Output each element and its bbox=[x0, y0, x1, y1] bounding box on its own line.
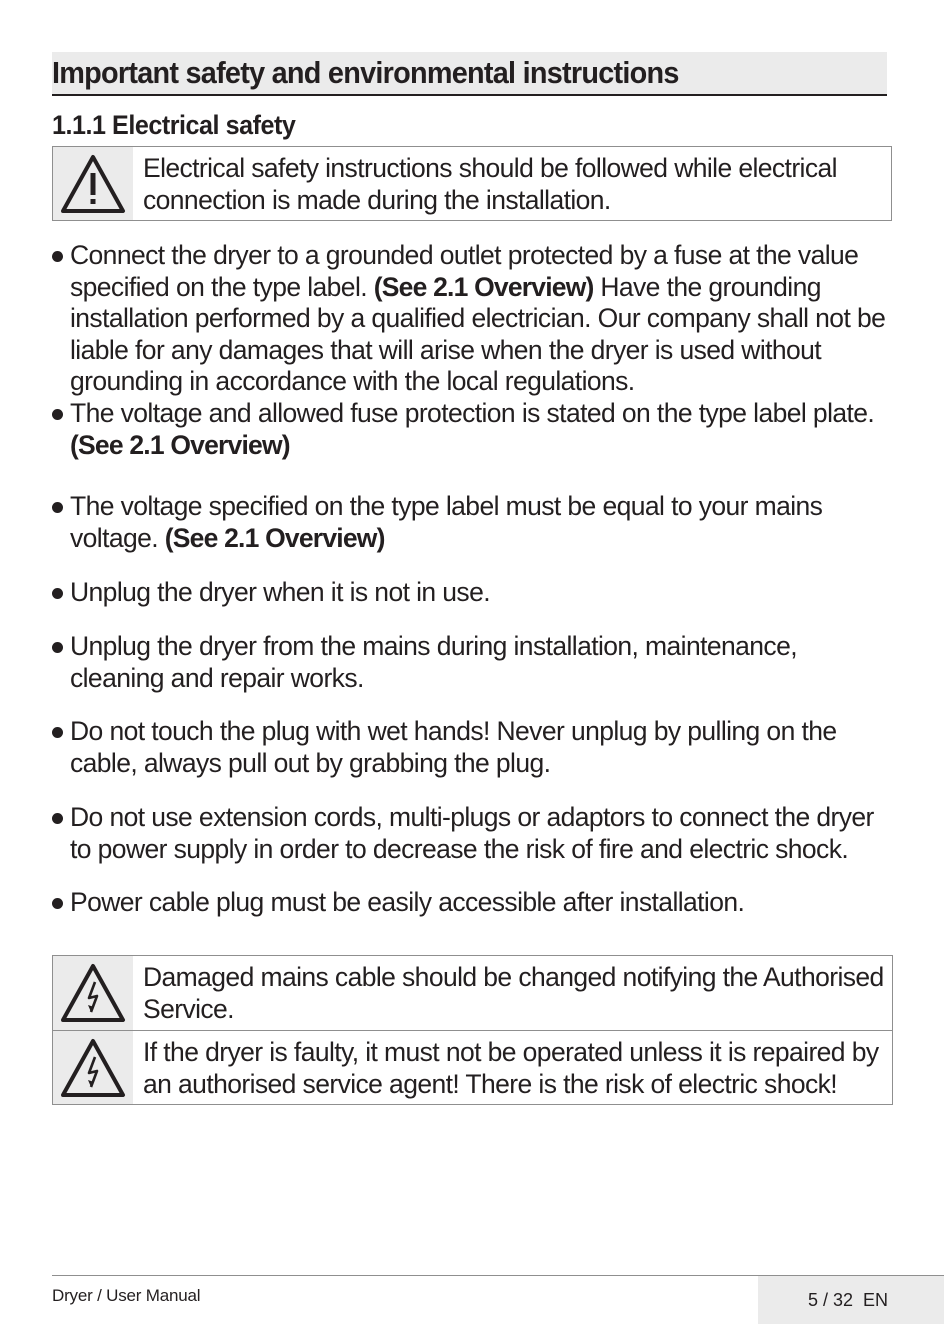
bullet-text: The voltage and allowed fuse protection is stated on the type label plate. bbox=[70, 398, 875, 428]
warning-icon-cell bbox=[53, 147, 133, 220]
general-warning-label: Electrical safety instructions should be followed while electrical connection is made during the installation. bbox=[143, 153, 837, 215]
bullet-item bbox=[52, 398, 892, 461]
faulty-dryer-warning-box bbox=[53, 1030, 892, 1104]
bullet-dot bbox=[52, 409, 63, 420]
bullet-item bbox=[52, 802, 892, 865]
bullet-dot bbox=[52, 727, 63, 738]
bullet-dot bbox=[52, 898, 63, 909]
bullet-text: Do not touch the plug with wet hands! Never unplug by pulling on the cable, always pull out by grabbing the plug. bbox=[70, 716, 837, 778]
bullet-item bbox=[52, 577, 892, 609]
electric-shock-warning-icon bbox=[59, 1037, 127, 1099]
bullet-item bbox=[52, 491, 892, 554]
bullet-text: Power cable plug must be easily accessible after installation. bbox=[70, 887, 745, 917]
page-title: Important safety and environmental instructions bbox=[52, 55, 679, 90]
bullet-dot bbox=[52, 813, 63, 824]
bullet-text: Have the grounding installation performed by a qualified electrician. Our company shall not be liable for any damages that will arise when the dryer is used without grounding in accordance with the local regulations. bbox=[70, 271, 886, 396]
page-title-bar bbox=[52, 52, 887, 96]
exclamation-warning-icon bbox=[59, 153, 127, 215]
page-number: 5 / 32 bbox=[808, 1289, 854, 1310]
general-warning-box bbox=[52, 146, 892, 221]
bullet-text: Unplug the dryer from the mains during installation, maintenance, cleaning and repair works. bbox=[70, 631, 797, 693]
footer-page-info bbox=[758, 1276, 944, 1324]
bullet-dot bbox=[52, 251, 63, 262]
bullet-dot bbox=[52, 502, 63, 513]
general-warning-text bbox=[133, 147, 891, 220]
damaged-cable-warning-text bbox=[133, 956, 892, 1030]
bullet-text: Do not use extension cords, multi-plugs or adaptors to connect the dryer to power supply in order to decrease the risk of fire and electric shock. bbox=[70, 802, 874, 864]
electric-warnings-table bbox=[52, 955, 893, 1105]
faulty-dryer-warning-text bbox=[133, 1031, 892, 1104]
cross-reference-text: (See 2.1 Overview) bbox=[70, 429, 290, 460]
faulty-dryer-warning-label: If the dryer is faulty, it must not be operated unless it is repaired by an authorised service agent! There is the risk of electric shock! bbox=[143, 1037, 879, 1099]
damaged-cable-warning-label: Damaged mains cable should be changed notifying the Authorised Service. bbox=[143, 962, 884, 1024]
cross-reference-text: (See 2.1 Overview) bbox=[164, 522, 385, 553]
bullet-dot bbox=[52, 588, 63, 599]
bullet-text: The voltage specified on the type label must be equal to your mains voltage. bbox=[70, 491, 823, 553]
footer-manual-name: Dryer / User Manual bbox=[52, 1286, 201, 1305]
bullet-item bbox=[52, 887, 892, 919]
cross-reference-text: (See 2.1 Overview) bbox=[373, 271, 594, 302]
bullet-text: Unplug the dryer when it is not in use. bbox=[70, 577, 490, 607]
damaged-cable-warning-box bbox=[53, 956, 892, 1030]
bullet-item bbox=[52, 716, 892, 779]
warning-icon-cell bbox=[53, 956, 133, 1030]
bullet-item bbox=[52, 631, 892, 694]
language-code: EN bbox=[863, 1289, 889, 1310]
bullet-item bbox=[52, 240, 892, 398]
bullet-text: Connect the dryer to a grounded outlet protected by a fuse at the value specified on the type label. bbox=[70, 240, 859, 302]
section-heading: 1.1.1 Electrical safety bbox=[52, 110, 296, 140]
warning-icon-cell bbox=[53, 1031, 133, 1104]
electric-shock-warning-icon bbox=[59, 962, 127, 1024]
bullet-dot bbox=[52, 642, 63, 653]
